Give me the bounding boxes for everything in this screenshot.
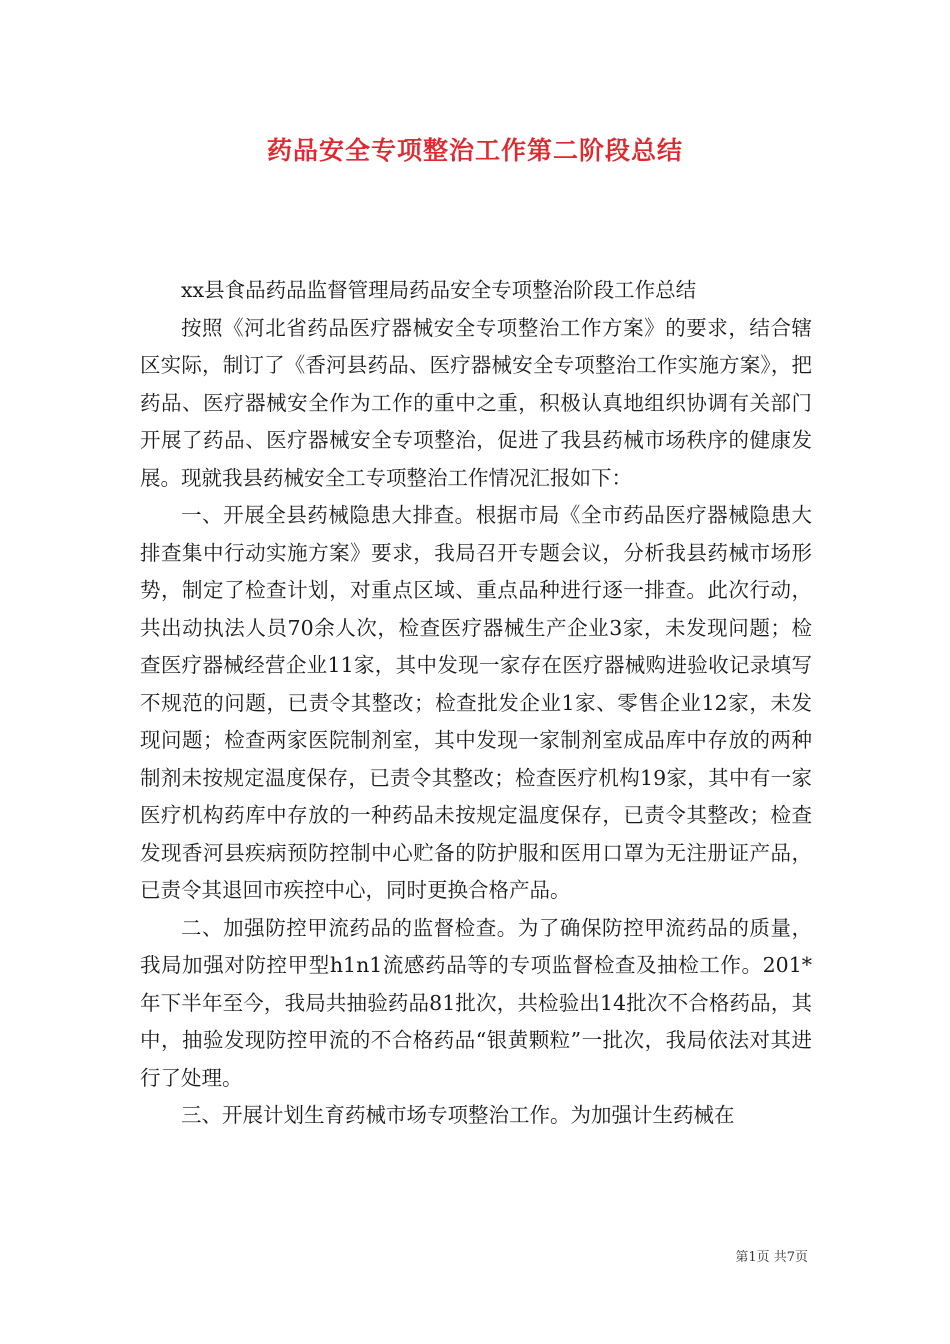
document-title: 药品安全专项整治工作第二阶段总结 xyxy=(266,136,683,165)
paragraph-section-three: 三、开展计划生育药械市场专项整治工作。为加强计生药械在 xyxy=(181,1103,735,1127)
page-number-footer: 第1页 共7页 xyxy=(735,1250,808,1265)
paragraph-section-one: 一、开展全县药械隐患大排查。根据市局《全市药品医疗器械隐患大排查集中行动实施方案》要求，我局召开专题会议，分析我县药械市场形势，制定了检查计划，对重点区域、重点品种进行逐一排查。此次行动，共出动执法人员70余人次，检查医疗器械生产企业3家，未发现问题；检查医疗器械经营企业11家，其中发现一家存在医疗器械购进验收记录填写不规范的问题，已责令其整改；检查批发企业1家、零售企业12家，未发现问题；检查两家医院制剂室，其中发现一家制剂室成品库中存放的两种制剂未按规定温度保存，已责令其整改；检查医疗机构19家，其中有一家医疗机构药库中存放的一种药品未按规定温度保存，已责令其整改；检查发现香河县疾病预防控制中心贮备的防护服和医用口罩为无注册证产品，已责令其退回市疾控中心，同时更换合格产品。 xyxy=(140,503,812,902)
document-body xyxy=(140,272,812,1135)
paragraph-subtitle: xx县食品药品监督管理局药品安全专项整治阶段工作总结 xyxy=(181,278,697,302)
paragraph-intro: 按照《河北省药品医疗器械安全专项整治工作方案》的要求，结合辖区实际，制订了《香河县药品、医疗器械安全专项整治工作实施方案》，把药品、医疗器械安全作为工作的重中之重，积极认真地组织协调有关部门开展了药品、医疗器械安全专项整治，促进了我县药械市场秩序的健康发展。现就我县药械安全工专项整治工作情况汇报如下： xyxy=(140,315,812,490)
paragraph-section-two: 二、加强防控甲流药品的监督检查。为了确保防控甲流药品的质量，我局加强对防控甲型h1n1流感药品等的专项监督检查及抽检工作。201*年下半年至今，我局共抽验药品81批次，共检验出14批次不合格药品，其中，抽验发现防控甲流的不合格药品“银黄颗粒”一批次，我局依法对其进行了处理。 xyxy=(140,915,812,1090)
